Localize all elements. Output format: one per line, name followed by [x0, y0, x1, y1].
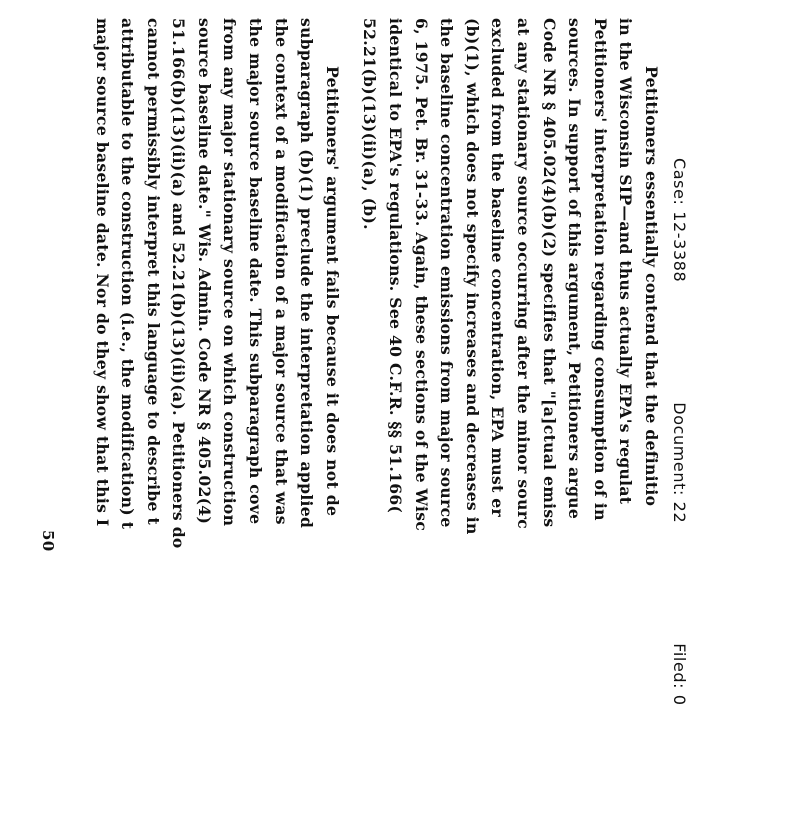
paragraph-2-line: from any major stationary source on which construction: [220, 18, 240, 527]
court-filing-header: [666, 158, 692, 826]
paragraph-1-line: identical to EPA's regulations. See 40 C.F.R. §§ 51.166(: [386, 18, 406, 514]
paragraph-1-line: the baseline concentration emissions from major source: [437, 18, 457, 528]
paragraph-2-line: attributable to the construction (i.e., the modification) t: [118, 18, 138, 530]
paragraph-1-line: Code NR § 405.02(4)(b)(2) specifies that "[a]ctual emiss: [539, 18, 559, 528]
paragraph-2-line: major source baseline date. Nor do they show that this I: [92, 18, 112, 527]
paragraph-1-line: Petitioners essentially contend that the definitio: [642, 66, 661, 507]
paragraph-2-line: Petitioners' argument fails because it does not de: [322, 66, 342, 517]
paragraph-1-line: Petitioners' interpretation regarding consumption of in: [590, 18, 610, 521]
document-number: Document: 22: [670, 402, 689, 524]
paragraph-1-line: 6, 1975. Pet. Br. 31-33. Again, these sections of the Wisc: [411, 18, 431, 532]
paragraph-2-line: the context of a modification of a major source that was: [271, 18, 291, 525]
paragraph-2-line: source baseline date." Wis. Admin. Code NR § 405.02(4): [194, 18, 214, 525]
paragraph-2-line: the major source baseline date. This subparagraph cove: [246, 18, 266, 525]
paragraph-1-line: sources. In support of this argument, Petitioners argue: [565, 18, 585, 520]
paragraph-2-line: subparagraph (b)(1) preclude the interpretation applied: [297, 18, 317, 529]
filed-date: Filed: 0: [670, 643, 689, 706]
paragraph-2-line: cannot permissibly interpret this language to describe t: [143, 18, 163, 526]
page-number: 50: [39, 530, 57, 552]
paragraph-1-line: 52.21(b)(13)(ii)(a), (b).: [360, 18, 380, 230]
document-body: [89, 18, 664, 549]
paragraph-1-line: in the Wisconsin SIP—and thus actually EPA's regulat: [616, 18, 636, 505]
paragraph-1-line: at any stationary source occurring after the minor sourc: [514, 18, 534, 530]
case-number: Case: 12-3388: [670, 158, 689, 283]
paragraph-gap: [345, 18, 357, 549]
paragraph-2-line: 51.166(b)(13)(ii)(a) and 52.21(b)(13)(ii)(a). Petitioners do: [169, 18, 189, 549]
paragraph-1-line: excluded from the baseline concentration, EPA must er: [488, 18, 508, 518]
paragraph-1-line: (b)(1), which does not specify increases and decreases in: [462, 18, 482, 535]
rotated-text-block: [39, 18, 700, 738]
